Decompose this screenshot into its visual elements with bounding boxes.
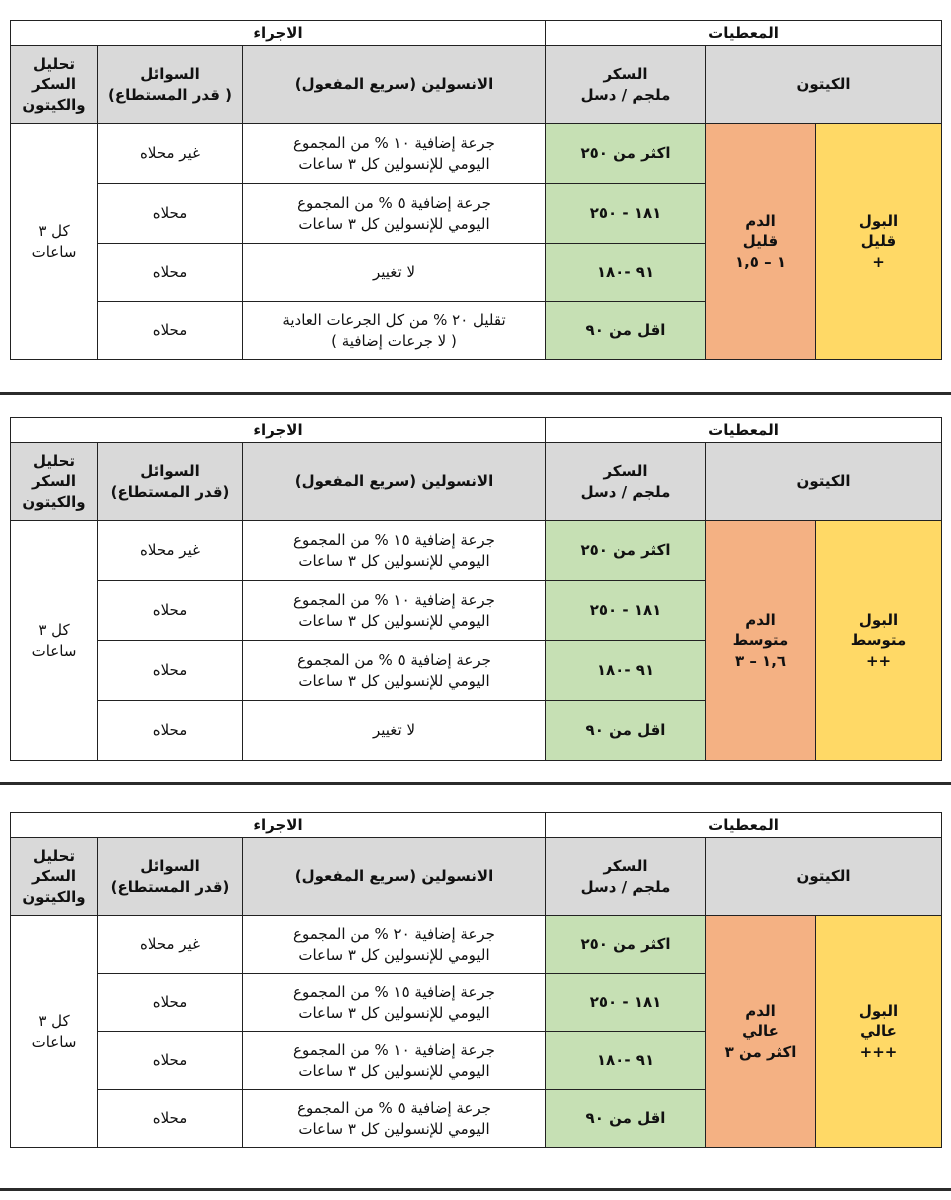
fluids-cell: محلاه: [98, 701, 243, 761]
fluids-cell: غير محلاه: [98, 124, 243, 184]
insulin-cell: لا تغيير: [243, 701, 546, 761]
fluids-cell: محلاه: [98, 974, 243, 1032]
table-row: [11, 124, 942, 184]
column-header-ketone: الكيتون: [706, 443, 942, 521]
sugar-range-cell: ٩١ -١٨٠: [546, 641, 706, 701]
data-header: المعطيات: [546, 21, 942, 46]
section-divider: [0, 392, 951, 395]
test-frequency-cell: كل ٣ ساعات: [11, 916, 98, 1148]
column-header-test: تحليل السكر والكيتون: [11, 443, 98, 521]
sugar-range-cell: ١٨١ - ٢٥٠: [546, 581, 706, 641]
sugar-range-cell: اقل من ٩٠: [546, 701, 706, 761]
column-header-insulin: الانسولين (سريع المفعول): [243, 838, 546, 916]
table-row: [11, 521, 942, 581]
column-header-fluids: السوائل ( قدر المستطاع): [98, 46, 243, 124]
fluids-cell: محلاه: [98, 1032, 243, 1090]
column-header-test: تحليل السكر والكيتون: [11, 46, 98, 124]
data-header: المعطيات: [546, 418, 942, 443]
insulin-cell: تقليل ٢٠ % من كل الجرعات العادية ( لا جرعات إضافية ): [243, 302, 546, 360]
fluids-cell: محلاه: [98, 641, 243, 701]
section-divider: [0, 1188, 951, 1191]
fluids-cell: غير محلاه: [98, 521, 243, 581]
urine-ketone-cell: البول عالي +++: [816, 916, 942, 1148]
column-header-ketone: الكيتون: [706, 46, 942, 124]
table-row: [11, 916, 942, 974]
sugar-range-cell: اقل من ٩٠: [546, 1090, 706, 1148]
sugar-range-cell: ١٨١ - ٢٥٠: [546, 184, 706, 244]
column-header-sugar: السكر ملجم / دسل: [546, 46, 706, 124]
column-header-sugar: السكر ملجم / دسل: [546, 443, 706, 521]
action-header: الاجراء: [11, 418, 546, 443]
action-header: الاجراء: [11, 21, 546, 46]
column-header-fluids: السوائل (قدر المستطاع): [98, 838, 243, 916]
fluids-cell: محلاه: [98, 581, 243, 641]
column-header-sugar: السكر ملجم / دسل: [546, 838, 706, 916]
blood-ketone-cell: الدم متوسط ١,٦ – ٣: [706, 521, 816, 761]
blood-ketone-cell: الدم عالي اكثر من ٣: [706, 916, 816, 1148]
sugar-range-cell: ٩١ -١٨٠: [546, 1032, 706, 1090]
insulin-cell: جرعة إضافية ١٥ % من المجموع اليومي للإنسولين كل ٣ ساعات: [243, 521, 546, 581]
sugar-range-cell: ١٨١ - ٢٥٠: [546, 974, 706, 1032]
sugar-range-cell: ٩١ -١٨٠: [546, 244, 706, 302]
urine-ketone-cell: البول متوسط ++: [816, 521, 942, 761]
action-header: الاجراء: [11, 813, 546, 838]
sugar-range-cell: اقل من ٩٠: [546, 302, 706, 360]
fluids-cell: محلاه: [98, 302, 243, 360]
sugar-range-cell: اكثر من ٢٥٠: [546, 124, 706, 184]
insulin-cell: جرعة إضافية ١٠ % من المجموع اليومي للإنسولين كل ٣ ساعات: [243, 1032, 546, 1090]
fluids-cell: محلاه: [98, 1090, 243, 1148]
test-frequency-cell: كل ٣ ساعات: [11, 124, 98, 360]
insulin-cell: لا تغيير: [243, 244, 546, 302]
column-header-test: تحليل السكر والكيتون: [11, 838, 98, 916]
insulin-cell: جرعة إضافية ٥ % من المجموع اليومي للإنسولين كل ٣ ساعات: [243, 641, 546, 701]
protocol-table: [10, 20, 942, 360]
column-header-insulin: الانسولين (سريع المفعول): [243, 46, 546, 124]
test-frequency-cell: كل ٣ ساعات: [11, 521, 98, 761]
column-header-fluids: السوائل (قدر المستطاع): [98, 443, 243, 521]
insulin-cell: جرعة إضافية ٥ % من المجموع اليومي للإنسولين كل ٣ ساعات: [243, 1090, 546, 1148]
insulin-cell: جرعة إضافية ١٠ % من المجموع اليومي للإنسولين كل ٣ ساعات: [243, 124, 546, 184]
fluids-cell: غير محلاه: [98, 916, 243, 974]
insulin-cell: جرعة إضافية ٥ % من المجموع اليومي للإنسولين كل ٣ ساعات: [243, 184, 546, 244]
protocol-table: [10, 812, 942, 1148]
fluids-cell: محلاه: [98, 244, 243, 302]
blood-ketone-cell: الدم قليل ١ – ١,٥: [706, 124, 816, 360]
urine-ketone-cell: البول قليل +: [816, 124, 942, 360]
data-header: المعطيات: [546, 813, 942, 838]
insulin-cell: جرعة إضافية ١٥ % من المجموع اليومي للإنسولين كل ٣ ساعات: [243, 974, 546, 1032]
section-divider: [0, 782, 951, 785]
fluids-cell: محلاه: [98, 184, 243, 244]
protocol-table: [10, 417, 942, 761]
sugar-range-cell: اكثر من ٢٥٠: [546, 521, 706, 581]
insulin-cell: جرعة إضافية ٢٠ % من المجموع اليومي للإنسولين كل ٣ ساعات: [243, 916, 546, 974]
sugar-range-cell: اكثر من ٢٥٠: [546, 916, 706, 974]
insulin-cell: جرعة إضافية ١٠ % من المجموع اليومي للإنسولين كل ٣ ساعات: [243, 581, 546, 641]
column-header-insulin: الانسولين (سريع المفعول): [243, 443, 546, 521]
column-header-ketone: الكيتون: [706, 838, 942, 916]
